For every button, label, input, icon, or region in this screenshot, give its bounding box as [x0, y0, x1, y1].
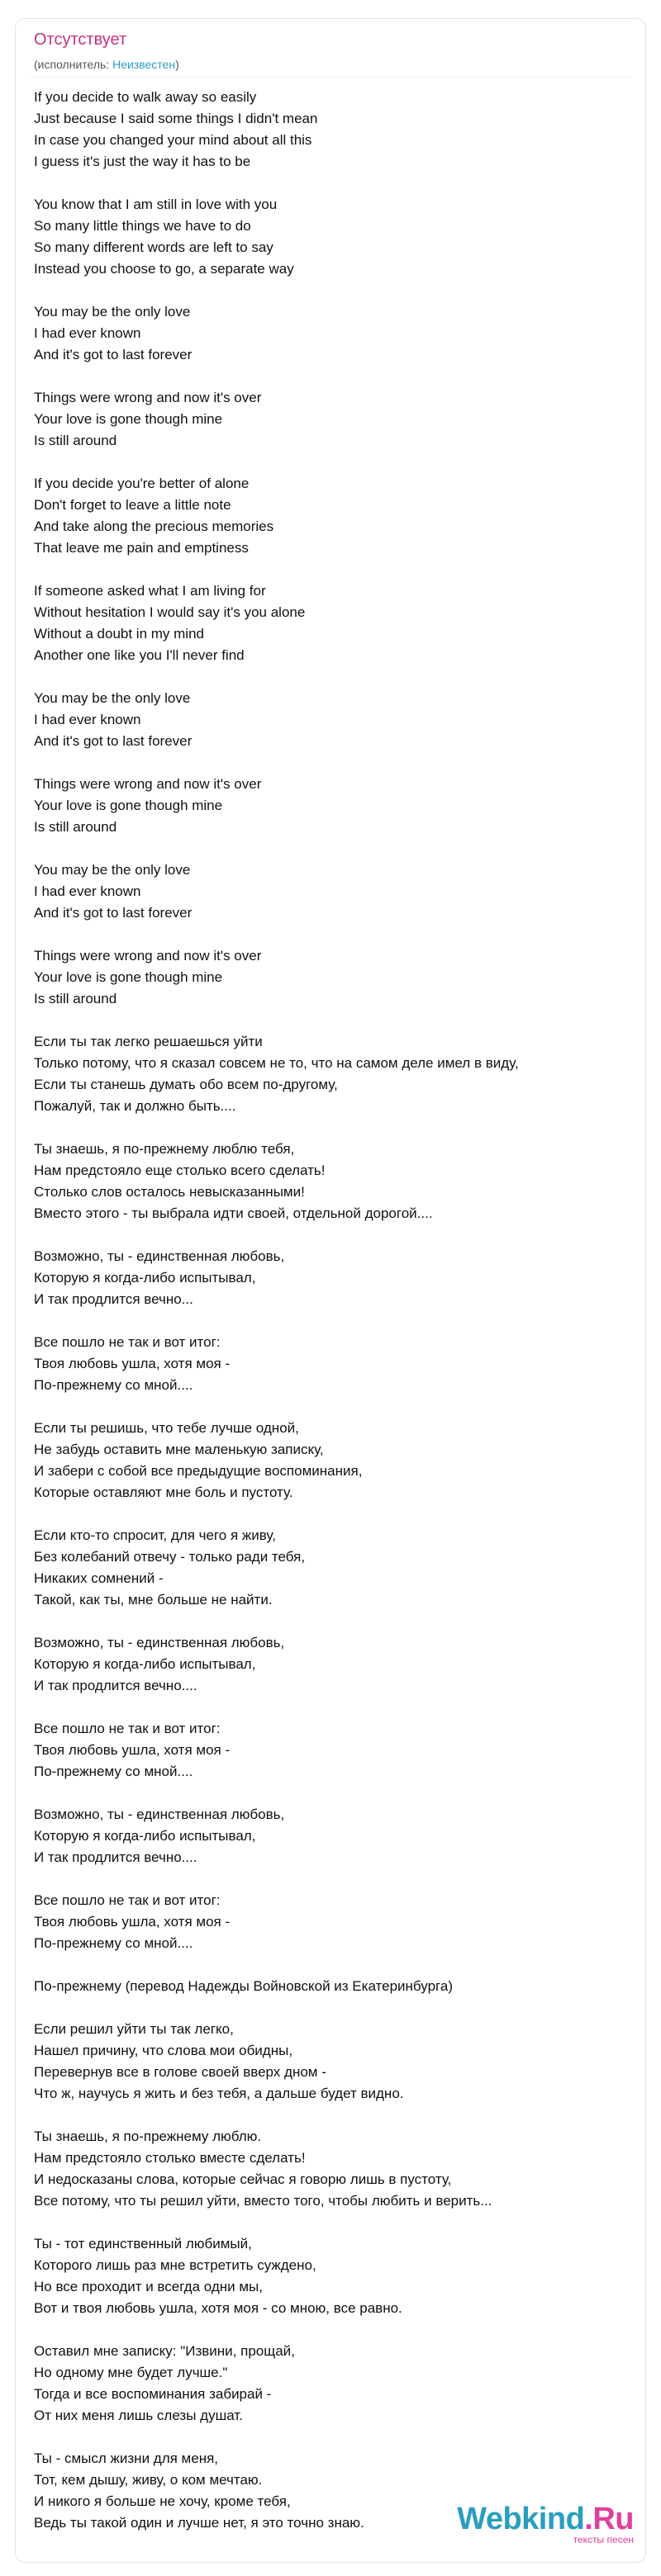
lyric-line: Все потому, что ты решил уйти, вместо того, чтобы любить и верить...: [34, 2193, 492, 2209]
lyric-line: Instead you choose to go, a separate way: [34, 261, 294, 277]
lyric-line: Перевернув все в голове своей вверх дном -: [34, 2064, 326, 2080]
lyric-line: And take along the precious memories: [34, 519, 274, 534]
lyric-line: Things were wrong and now it's over: [34, 390, 262, 405]
logo-tld: .Ru: [584, 2502, 634, 2536]
lyric-line: Don't forget to leave a little note: [34, 497, 231, 513]
lyric-line: Никаких сомнений -: [34, 1570, 164, 1586]
lyric-line: По-прежнему (перевод Надежды Войновской из Екатеринбурга): [34, 1978, 453, 1994]
lyric-line: Твоя любовь ушла, хотя моя -: [34, 1742, 231, 1758]
lyric-line: Возможно, ты - единственная любовь,: [34, 1635, 285, 1650]
lyric-line: Your love is gone though mine: [34, 969, 223, 985]
stanza-break: [34, 1997, 637, 2019]
stanza-break: [34, 1310, 637, 1332]
song-title: Отсутствует: [34, 31, 127, 49]
stanza-break: [34, 2212, 637, 2233]
stanza-break: [34, 1117, 637, 1139]
lyric-line: Твоя любовь ушла, хотя моя -: [34, 1914, 231, 1930]
lyric-line: Все пошло не так и вот итог:: [34, 1334, 221, 1350]
artist-link[interactable]: Неизвестен: [112, 58, 176, 71]
lyric-line: I had ever known: [34, 325, 141, 341]
stanza-break: [34, 752, 637, 774]
lyric-line: Нам предстояло еще столько всего сделать!: [34, 1163, 326, 1178]
stanza-break: [34, 838, 637, 859]
lyric-line: По-прежнему со мной....: [34, 1764, 193, 1779]
artist-suffix: ): [175, 58, 179, 71]
lyrics-card: [15, 18, 646, 2563]
stanza-break: [34, 366, 637, 387]
lyric-line: Без колебаний отвечу - только ради тебя,: [34, 1549, 306, 1565]
lyric-line: Нашел причину, что слова мои обидны,: [34, 2043, 293, 2058]
header-divider: [31, 77, 630, 78]
lyric-line: Ты - смысл жизни для меня,: [34, 2451, 219, 2466]
lyric-line: Is still around: [34, 433, 117, 448]
lyric-line: Is still around: [34, 991, 117, 1006]
lyric-line: И так продлится вечно...: [34, 1291, 193, 1307]
lyric-line: Without hesitation I would say it's you alone: [34, 604, 306, 620]
lyric-line: Твоя любовь ушла, хотя моя -: [34, 1356, 231, 1371]
lyric-line: Если ты станешь думать обо всем по-другому,: [34, 1077, 338, 1092]
lyric-line: Just because I said some things I didn't mean: [34, 111, 318, 126]
lyric-line: Которую я когда-либо испытывал,: [34, 1828, 256, 1844]
stanza-break: [34, 666, 637, 688]
lyric-line: Но все проходит и всегда одни мы,: [34, 2279, 263, 2294]
artist-line: [34, 57, 179, 72]
lyric-line: You may be the only love: [34, 690, 191, 706]
lyric-line: Возможно, ты - единственная любовь,: [34, 1807, 285, 1822]
lyric-line: Возможно, ты - единственная любовь,: [34, 1248, 285, 1264]
stanza-break: [34, 1396, 637, 1418]
lyric-line: And it's got to last forever: [34, 733, 193, 749]
lyric-line: Которые оставляют мне боль и пустоту.: [34, 1485, 293, 1500]
lyric-line: I guess it's just the way it has to be: [34, 154, 251, 169]
stanza-break: [34, 1224, 637, 1246]
stanza-break: [34, 1697, 637, 1718]
lyric-line: If someone asked what I am living for: [34, 583, 266, 599]
lyrics-text: [34, 87, 637, 2534]
lyric-line: Тот, кем дышу, живу, о ком мечтаю.: [34, 2472, 263, 2488]
lyric-line: И так продлится вечно....: [34, 1678, 197, 1693]
artist-prefix: (исполнитель:: [34, 58, 113, 71]
lyric-line: Что ж, научусь я жить и без тебя, а дальше будет видно.: [34, 2086, 404, 2101]
lyric-line: По-прежнему со мной....: [34, 1377, 193, 1393]
stanza-break: [34, 2319, 637, 2341]
lyric-line: You may be the only love: [34, 304, 191, 320]
lyric-line: That leave me pain and emptiness: [34, 540, 249, 556]
lyric-line: Если ты решишь, что тебе лучше одной,: [34, 1420, 299, 1436]
lyric-line: Все пошло не так и вот итог:: [34, 1721, 221, 1736]
lyric-line: Пожалуй, так и должно быть....: [34, 1098, 236, 1114]
stanza-break: [34, 452, 637, 473]
lyric-line: Ты - тот единственный любимый,: [34, 2236, 252, 2252]
lyric-line: I had ever known: [34, 712, 141, 727]
stanza-break: [34, 1868, 637, 1890]
lyric-line: И так продлится вечно....: [34, 1849, 197, 1865]
lyric-line: Your love is gone though mine: [34, 411, 223, 427]
stanza-break: [34, 1783, 637, 1804]
lyric-line: You may be the only love: [34, 862, 191, 878]
stanza-break: [34, 1503, 637, 1525]
lyric-line: So many little things we have to do: [34, 218, 251, 234]
lyric-line: Тогда и все воспоминания забирай -: [34, 2386, 272, 2402]
lyric-line: Ведь ты такой один и лучше нет, я это точно знаю.: [34, 2515, 364, 2531]
lyric-line: So many different words are left to say: [34, 239, 273, 255]
lyric-line: Не забудь оставить мне маленькую записку,: [34, 1442, 324, 1457]
lyric-line: Another one like you I'll never find: [34, 647, 245, 663]
lyric-line: По-прежнему со мной....: [34, 1935, 193, 1951]
lyric-line: И никого я больше не хочу, кроме тебя,: [34, 2493, 291, 2509]
lyric-line: Is still around: [34, 819, 117, 835]
lyric-line: Things were wrong and now it's over: [34, 948, 262, 964]
lyric-line: Которую я когда-либо испытывал,: [34, 1270, 256, 1286]
lyric-line: Things were wrong and now it's over: [34, 776, 262, 792]
lyric-line: In case you changed your mind about all this: [34, 132, 312, 148]
lyric-line: If you decide you're better of alone: [34, 476, 250, 491]
lyric-line: If you decide to walk away so easily: [34, 89, 257, 105]
stanza-break: [34, 1010, 637, 1031]
stanza-break: [34, 280, 637, 301]
lyric-line: Но одному мне будет лучше.": [34, 2365, 228, 2380]
lyric-line: Without a doubt in my mind: [34, 626, 204, 642]
lyric-line: Оставил мне записку: "Извини, прощай,: [34, 2343, 295, 2359]
stanza-break: [34, 1611, 637, 1632]
lyric-line: Которую я когда-либо испытывал,: [34, 1656, 256, 1672]
stanza-break: [34, 173, 637, 194]
lyric-line: Только потому, что я сказал совсем не то, что на самом деле имел в виду,: [34, 1055, 519, 1071]
lyric-line: И недосказаны слова, которые сейчас я говорю лишь в пустоту,: [34, 2171, 452, 2187]
stanza-break: [34, 2105, 637, 2126]
lyric-line: Которого лишь раз мне встретить суждено,: [34, 2257, 316, 2273]
lyric-line: Если кто-то спросит, для чего я живу,: [34, 1527, 276, 1543]
lyric-line: Ты знаешь, я по-прежнему люблю.: [34, 2129, 262, 2144]
lyric-line: I had ever known: [34, 883, 141, 899]
site-logo[interactable]: [457, 2503, 634, 2545]
lyric-line: You know that I am still in love with you: [34, 197, 278, 212]
lyric-line: Если решил уйти ты так легко,: [34, 2021, 234, 2037]
lyric-line: Все пошло не так и вот итог:: [34, 1892, 221, 1908]
lyric-line: And it's got to last forever: [34, 905, 193, 921]
logo-tagline: тексты песен: [573, 2534, 634, 2545]
lyric-line: От них меня лишь слезы душат.: [34, 2408, 243, 2423]
stanza-break: [34, 924, 637, 945]
lyric-line: And it's got to last forever: [34, 347, 193, 362]
logo-main-text: Webkind: [457, 2502, 585, 2536]
stanza-break: [34, 2427, 637, 2448]
lyric-line: И забери с собой все предыдущие воспоминания,: [34, 1463, 363, 1479]
lyric-line: Нам предстояло столько вместе сделать!: [34, 2150, 306, 2166]
lyric-line: Your love is gone though mine: [34, 798, 223, 813]
lyric-line: Такой, как ты, мне больше не найти.: [34, 1592, 273, 1608]
logo-wordmark: [457, 2503, 634, 2536]
lyric-line: Если ты так легко решаешься уйти: [34, 1034, 263, 1049]
lyric-line: Столько слов осталось невысказанными!: [34, 1184, 305, 1200]
lyric-line: Ты знаешь, я по-прежнему люблю тебя,: [34, 1141, 295, 1157]
lyric-line: Вместо этого - ты выбрала идти своей, отдельной дорогой....: [34, 1205, 433, 1221]
stanza-break: [34, 1954, 637, 1976]
stanza-break: [34, 559, 637, 580]
lyric-line: Вот и твоя любовь ушла, хотя моя - со мною, все равно.: [34, 2300, 402, 2316]
